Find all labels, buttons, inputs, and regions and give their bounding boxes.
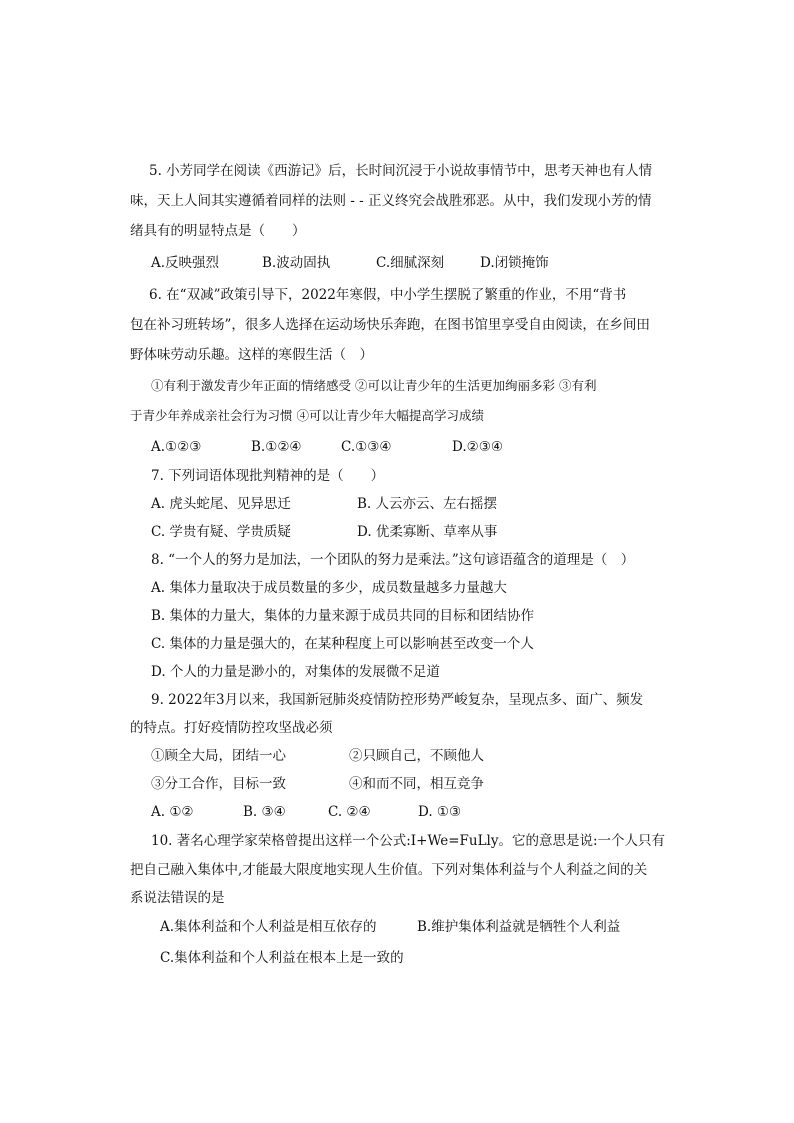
- q9-statement-1: ①顾全大局，团结一心: [151, 748, 286, 764]
- q7-option-d: D. 优柔寡断、草率从事: [357, 524, 498, 540]
- q6-line-2: 包在补习班转场”，很多人选择在运动场快乐奔跑，在图书馆里享受自由阅读，在乡间田: [130, 317, 650, 333]
- q9-option-b: B. ③④: [243, 804, 286, 820]
- q10-option-b: B.维护集体利益就是牺牲个人利益: [417, 919, 621, 935]
- q9-statement-2: ②只顾自己，不顾他人: [349, 748, 484, 764]
- q9-line-1: 9. 2022年3月以来，我国新冠肺炎疫情防控形势严峻复杂，呈现点多、面广、频发: [151, 692, 644, 708]
- q8-option-c: C. 集体的力量是强大的，在某种程度上可以影响甚至改变一个人: [151, 636, 534, 652]
- q10-option-a: A.集体利益和个人利益是相互依存的: [160, 919, 377, 935]
- q7-option-c: C. 学贵有疑、学贵质疑: [151, 524, 291, 540]
- q6-line-3: 野体味劳动乐趣。这样的寒假生活（ ）: [130, 347, 373, 363]
- q6-line-1: 6. 在“双减”政策引导下，2022年寒假，中小学生摆脱了繁重的作业，不用“背书: [149, 287, 627, 303]
- q5-option-c: C.细腻深刻: [376, 255, 445, 271]
- q7-option-b: B. 人云亦云、左右摇摆: [357, 496, 498, 512]
- q5-line-3: 绪具有的明显特点是（ ）: [130, 223, 306, 239]
- q6-statement-line-2: 于青少年养成亲社会行为习惯 ④可以让青少年大幅提高学习成绩: [130, 408, 484, 423]
- q5-option-b: B.波动固执: [262, 255, 331, 271]
- q6-option-d: D.②③④: [452, 439, 503, 455]
- q8-option-a: A. 集体力量取决于成员数量的多少，成员数量越多力量越大: [151, 580, 507, 596]
- q6-option-c: C.①③④: [341, 439, 392, 455]
- q5-option-a: A.反映强烈: [151, 255, 220, 271]
- q9-option-d: D. ①③: [418, 804, 462, 820]
- q5-line-2: 味，天上人间其实遵循着同样的法则 - - 正义终究会战胜邪恶。从中，我们发现小芳的情: [130, 193, 652, 209]
- q9-statement-4: ④和而不同，相互竞争: [349, 776, 484, 792]
- q10-line-2: 把自己融入集体中,才能最大限度地实现人生价值。下列对集体利益与个人利益之间的关: [130, 862, 648, 878]
- q6-option-b: B.①②④: [251, 439, 302, 455]
- q7-option-a: A. 虎头蛇尾、见异思迁: [151, 496, 291, 512]
- q10-option-c: C.集体利益和个人利益在根本上是一致的: [160, 950, 404, 966]
- q5-line-1: 5. 小芳同学在阅读《西游记》后，长时间沉浸于小说故事情节中，思考天神也有人情: [149, 163, 653, 179]
- q6-statement-line-1: ①有利于激发青少年正面的情绪感受 ②可以让青少年的生活更加绚丽多彩 ③有利: [151, 378, 597, 393]
- q6-option-a: A.①②③: [151, 439, 202, 455]
- q9-option-a: A. ①②: [151, 804, 194, 820]
- q9-option-c: C. ②④: [328, 804, 371, 820]
- q8-stem: 8. “一个人的努力是加法，一个团队的努力是乘法。”这句谚语蕴含的道理是（ ）: [151, 552, 635, 568]
- q10-line-3: 系说法错误的是: [130, 890, 225, 906]
- q8-option-b: B. 集体的力量大，集体的力量来源于成员共同的目标和团结协作: [151, 608, 535, 624]
- q9-line-2: 的特点。打好疫情防控攻坚战必须: [130, 720, 333, 736]
- q9-statement-3: ③分工合作，目标一致: [151, 776, 286, 792]
- q7-stem: 7. 下列词语体现批判精神的是（ ）: [151, 468, 385, 484]
- q10-line-1: 10. 著名心理学家荣格曾提出这样一个公式:I+We=FuLly。它的意思是说:一个人只有: [151, 833, 666, 849]
- q5-option-d: D.闭锁掩饰: [480, 255, 549, 271]
- q8-option-d: D. 个人的力量是渺小的，对集体的发展微不足道: [151, 664, 440, 680]
